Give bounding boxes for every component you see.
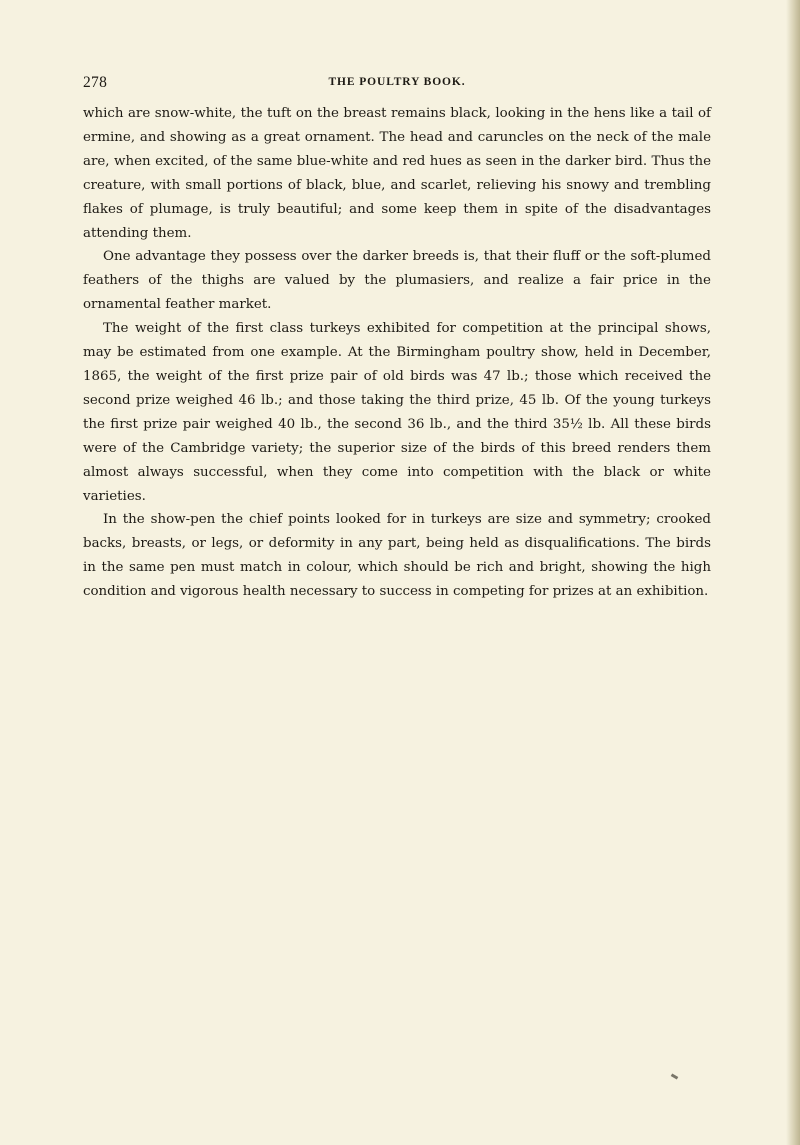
- paragraph-show-pen-points: In the show-pen the chief points looked for in turkeys are size and symmetry; crooked backs, breasts, or legs, or deformity in any part, being held as disqualifications. The birds in the same pen must match in colour, which should be rich and bright, showing the high condition and vigorous health necessary to success in competing for prizes at an exhibition.: [83, 512, 711, 600]
- ink-mark: [671, 1073, 679, 1079]
- running-title: THE POULTRY BOOK.: [328, 76, 466, 88]
- page-header: [83, 74, 711, 94]
- page-edge-shadow: [786, 0, 800, 1145]
- paragraph-fluff-feathers: One advantage they possess over the darker breeds is, that their fluff or the soft-plumed feathers of the thighs are valued by the plumasiers, and realize a fair price in the ornamental feather market.: [83, 249, 711, 313]
- paragraph-turkey-weights: The weight of the first class turkeys exhibited for competition at the principal shows, may be estimated from one example. At the Birmingham poultry show, held in December, 1865, the weight of the first prize pair of old birds was 47 lb.; those which received the second prize weighed 46 lb.; and those taking the third prize, 45 lb. Of the young turkeys the first prize pair weighed 40 lb., the second 36 lb., and the third 35½ lb. All these birds were of the Cambridge variety; the superior size of the birds of this breed renders them almost always successful, when they come into competition with the black or white varieties.: [83, 321, 711, 504]
- page-number: 278: [83, 74, 108, 91]
- body-text: [83, 102, 711, 604]
- paragraph-continuation: which are snow-white, the tuft on the breast remains black, looking in the hens like a tail of ermine, and showing as a great ornament. The head and caruncles on the neck of the male are, when excited, of the same blue-white and red hues as seen in the darker bird. Thus the creature, with small portions of black, blue, and scarlet, relieving his snowy and trembling flakes of plumage, is truly beautiful; and some keep them in spite of the disadvantages attending them.: [83, 106, 711, 241]
